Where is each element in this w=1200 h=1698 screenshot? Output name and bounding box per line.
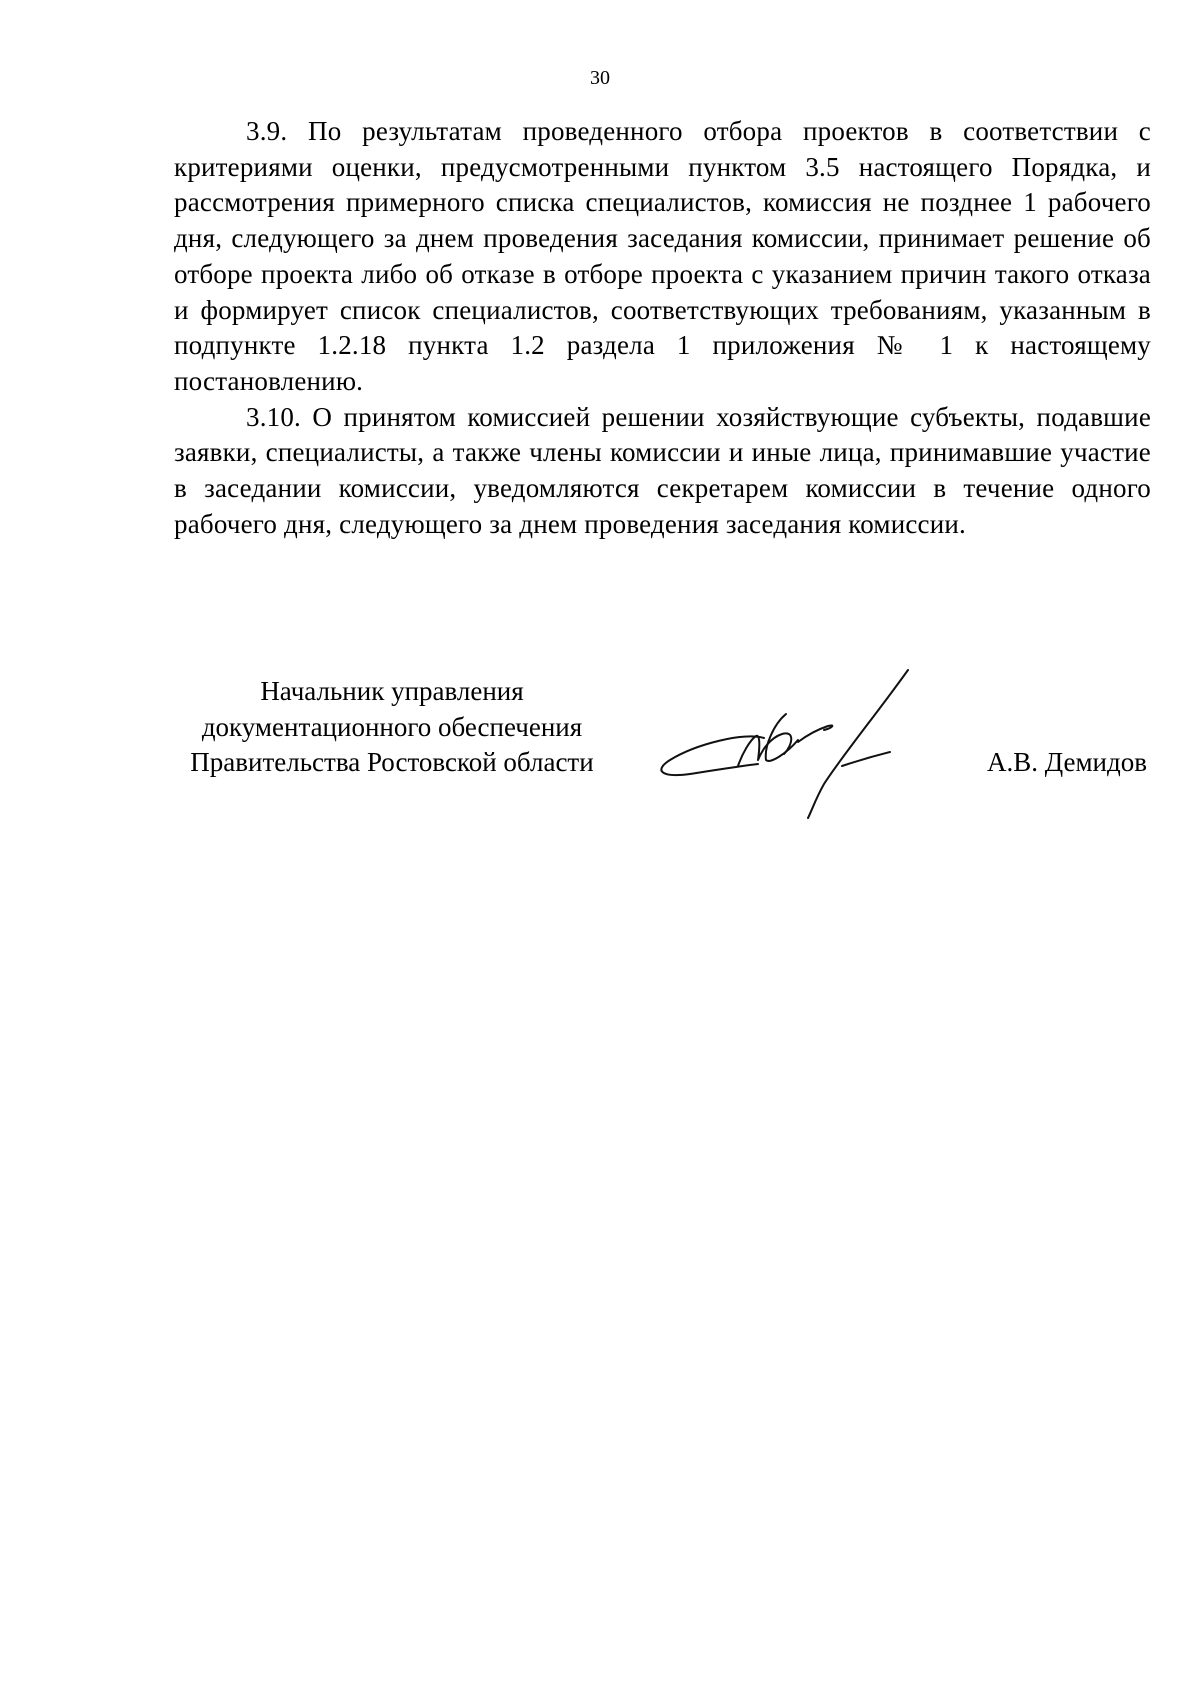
signature-stroke [808, 670, 908, 818]
signatory-position [172, 674, 612, 781]
signature-stroke [661, 736, 764, 775]
position-line: документационного обеспечения [201, 711, 583, 742]
document-body [174, 114, 1151, 542]
signatory-name: А.В. Демидов [986, 747, 1147, 777]
signature-block [172, 674, 1172, 824]
signature-stroke [766, 714, 798, 761]
signature-stroke [842, 752, 890, 766]
paragraph-text: О принятом комиссией решении хозяйствующие субъекты, подавшие заявки, специалисты, а также члены комиссии и иные лица, принимавшие участие в заседании комиссии, уведомляются секретарем комиссии в течение одного рабочего дня, следующего за днем проведения заседания комиссии. [174, 401, 1152, 539]
paragraph-3-10 [174, 400, 1151, 543]
handwritten-signature [646, 656, 946, 826]
paragraph-text: По результатам проведенного отбора проектов в соответствии с критериями оценки, предусмотренными пунктом 3.5 настоящего Порядка, и рассмотрения примерного списка специалистов, комиссия не позднее 1 рабочего дня, следующего за днем проведения заседания комиссии, принимает решение об отборе проекта либо об отказе в отборе проекта с указанием причин такого отказа и формирует список специалистов, соответствующих требованиям, указанным в подпункте 1.2.18 пункта 1.2 раздела 1 приложения № 1 к настоящему постановлению. [174, 116, 1151, 396]
paragraph-number: 3.10. [246, 401, 301, 432]
signature-stroke [798, 725, 832, 742]
paragraph-number: 3.9. [246, 116, 288, 146]
paragraph-3-9 [174, 114, 1151, 400]
position-line: Правительства Ростовской области [190, 747, 594, 777]
page-number: 30 [590, 67, 610, 89]
position-line: Начальник управления [260, 676, 524, 706]
